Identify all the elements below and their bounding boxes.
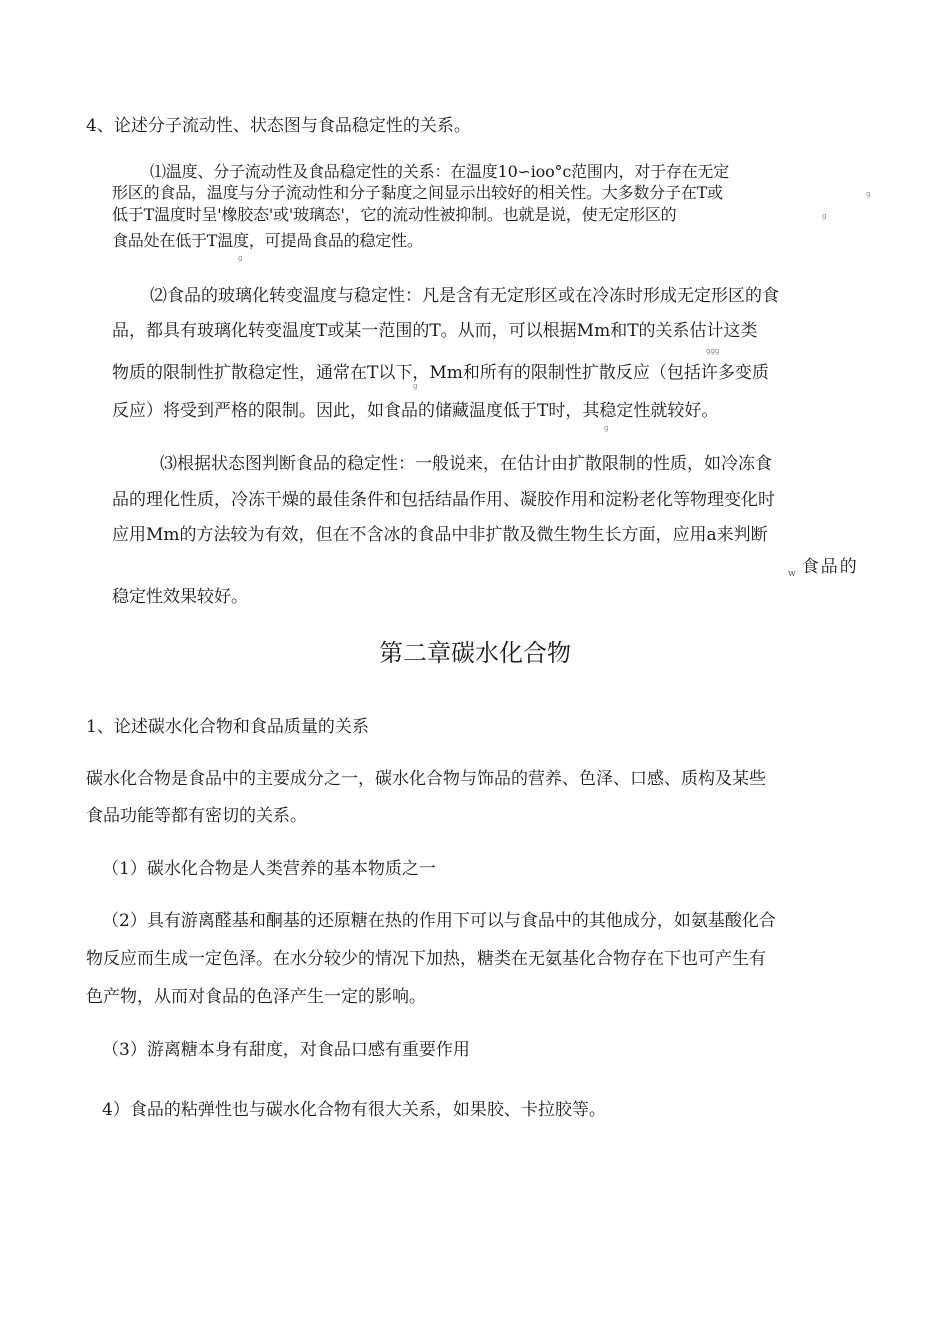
list-item-4: 4）食品的粘弹性也与碳水化合物有很大关系，如果胶、卡拉胶等。 [102,1100,606,1120]
paragraph-2-line-1: ⑵食品的玻璃化转变温度与稳定性：凡是含有无定形区或在冷冻时形成无定形区的食 [150,286,779,306]
list-item-1: （1）碳水化合物是人类营养的基本物质之一 [102,859,436,879]
paragraph-1-line-2: 形区的食品，温度与分子流动性和分子黏度之间显示出较好的相关性。大多数分子在T或 [112,183,723,202]
paragraph-3-line-2: 品的理化性质，冷冻干燥的最佳条件和包括结晶作用、凝胶作用和淀粉老化等物理变化时 [112,490,775,510]
scan-mark: g [822,212,827,220]
scan-mark: g [413,382,418,390]
scan-mark: g [866,190,871,198]
paragraph-3-line-1: ⑶根据状态图判断食品的稳定性：一般说来，在估计由扩散限制的性质，如冷冻食 [160,454,772,474]
paragraph-3-line-4-text: 食品的 [801,557,859,577]
paragraph-3-line-5: 稳定性效果较好。 [112,587,248,607]
scan-mark: ggg [706,347,720,355]
intro-line-1: 碳水化合物是食品中的主要成分之一，碳水化合物与饰品的营养、色泽、口感、质构及某些 [86,769,766,789]
question-heading-1: 1、论述碳水化合物和食品质量的关系 [86,717,369,737]
paragraph-1-line-3: 低于T温度时呈'橡胶态'或'玻璃态'，它的流动性被抑制。也就是说，使无定形区的 [112,205,677,224]
paragraph-2-line-4: 反应）将受到严格的限制。因此，如食品的储藏温度低于T时，其稳定性就较好。 [112,401,719,421]
paragraph-3-line-3: 应用Mm的方法较为有效，但在不含冰的食品中非扩散及微生物生长方面，应用a来判断 [112,525,768,545]
scan-mark: g [238,254,243,262]
list-item-3: （3）游离糖本身有甜度，对食品口感有重要作用 [102,1040,470,1060]
list-item-2-line-2: 物反应而生成一定色泽。在水分较少的情况下加热，糖类在无氨基化合物存在下也可产生有 [86,949,766,969]
question-heading-4: 4、论述分子流动性、状态图与食品稳定性的关系。 [86,116,471,136]
paragraph-2-line-2: 品，都具有玻璃化转变温度T或某一范围的T。从而，可以根据Mm和T的关系估计这类 [112,321,758,341]
list-item-2-line-1: （2）具有游离醛基和酮基的还原糖在热的作用下可以与食品中的其他成分，如氨基酸化合 [102,911,776,931]
intro-line-2: 食品功能等都有密切的关系。 [86,806,307,826]
chapter-title: 第二章碳水化合物 [379,639,571,667]
scan-mark: w [788,569,798,579]
list-item-2-line-3: 色产物，从而对食品的色泽产生一定的影响。 [86,987,426,1007]
paragraph-1-line-4: 食品处在低于T温度，可提咼食品的稳定性。 [112,231,423,250]
scan-mark: g [604,424,609,432]
paragraph-1-line-1: ⑴温度、分子流动性及食品稳定性的关系：在温度10∽ioo°c范围内，对于存在无定 [150,162,730,181]
paragraph-3-line-4 [788,556,859,585]
paragraph-2-line-3: 物质的限制性扩散稳定性，通常在T以下，Mm和所有的限制性扩散反应（包括许多变质 [112,363,769,383]
